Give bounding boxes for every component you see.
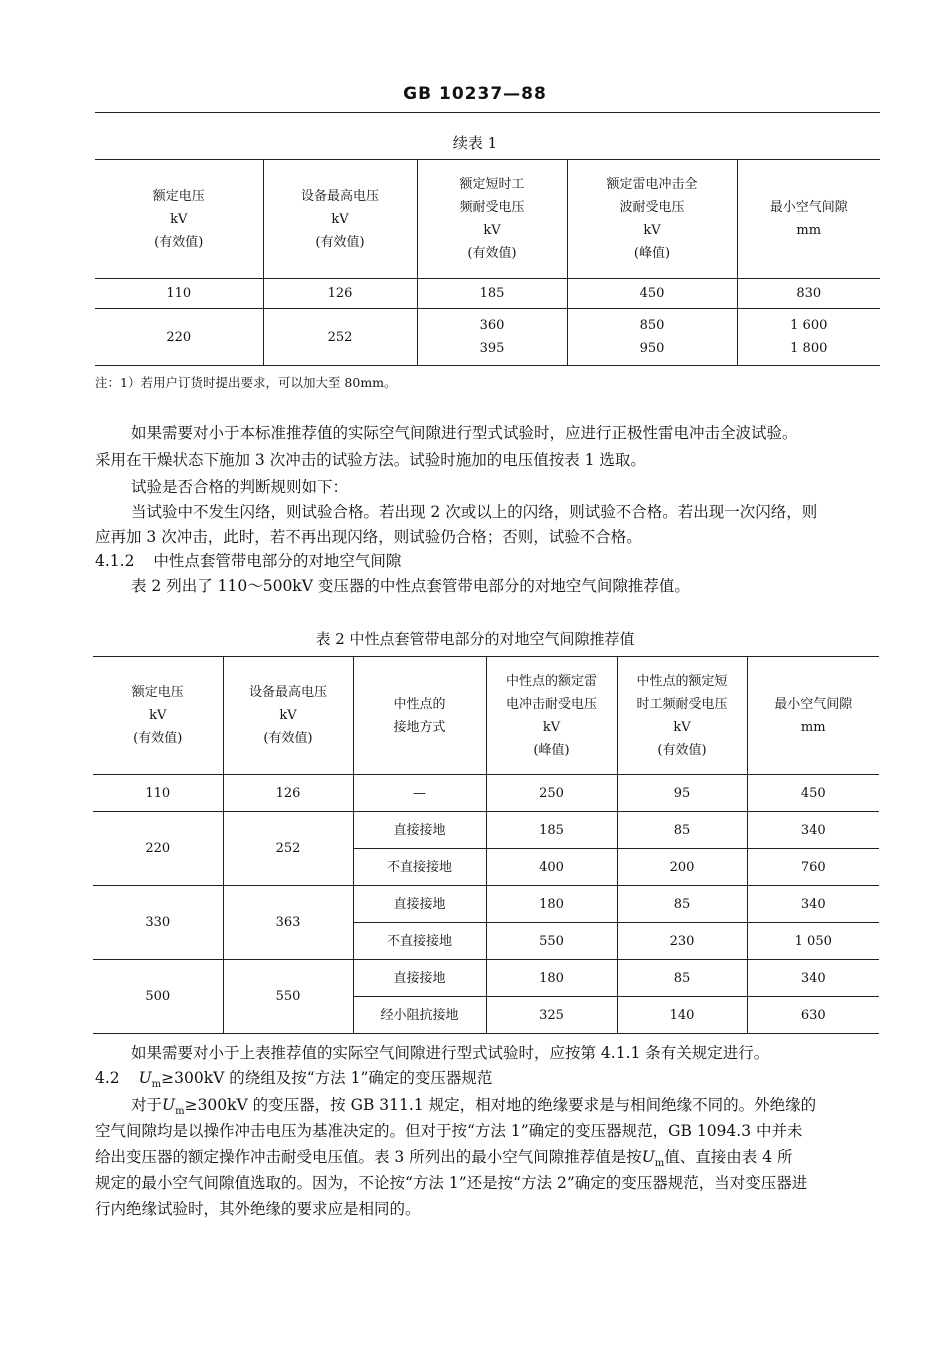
- table-cell: 不直接接地: [353, 849, 486, 886]
- table-row: [93, 960, 879, 997]
- table1-header-cell: 额定短时工 频耐受电压 kV (有效值): [417, 160, 567, 279]
- table-cell: 550: [486, 923, 617, 960]
- section-title: $U_m\ge 300kV$ 的绕组及按“方法 1”确定的变压器规范: [138, 1069, 493, 1091]
- paragraph: 如果需要对小于上表推荐值的实际空气间隙进行型式试验时，应按第 4.1.1 条有关规定进行。: [131, 1044, 770, 1062]
- table-cell: 230: [617, 923, 747, 960]
- table-cell: 直接接地: [353, 812, 486, 849]
- table-cell: 220: [93, 812, 223, 886]
- section-number: 4.1.2: [95, 552, 135, 570]
- table-cell: 340: [747, 960, 879, 997]
- table-cell: 126: [263, 279, 417, 309]
- table2-header-cell: 中性点的 接地方式: [353, 657, 486, 775]
- table-cell: 330: [93, 886, 223, 960]
- table1: [95, 159, 880, 366]
- table-cell: 252: [223, 812, 353, 886]
- table-cell: 85: [617, 812, 747, 849]
- paragraph: 行内绝缘试验时，其外绝缘的要求应是相同的。: [95, 1200, 421, 1218]
- table2: [93, 656, 879, 1034]
- paragraph: 当试验中不发生闪络，则试验合格。若出现 2 次或以上的闪络，则试验不合格。若出现一次闪络，则: [131, 503, 818, 521]
- table-row: [95, 309, 880, 366]
- table-cell: 直接接地: [353, 960, 486, 997]
- section-title: 中性点套管带电部分的对地空气间隙: [153, 552, 402, 570]
- table-cell: 325: [486, 997, 617, 1034]
- table2-header-cell: 最小空气间隙 mm: [747, 657, 879, 775]
- table-cell: 450: [747, 775, 879, 812]
- table-cell: 850 950: [567, 309, 737, 366]
- paragraph: 对于$U_m\ge 300kV$ 的变压器，按 GB 311.1 规定，相对地的绝缘要求是与相间绝缘不同的。外绝缘的: [131, 1096, 817, 1118]
- table1-header-cell: 额定电压 kV (有效值): [95, 160, 263, 279]
- paragraph: 应再加 3 次冲击，此时，若不再出现闪络，则试验仍合格；否则，试验不合格。: [95, 528, 642, 546]
- table-cell: 630: [747, 997, 879, 1034]
- paragraph: 采用在干燥状态下施加 3 次冲击的试验方法。试验时施加的电压值按表 1 选取。: [95, 451, 646, 469]
- table1-caption: 续表 1: [452, 134, 498, 152]
- document-code: GB 10237—88: [403, 84, 547, 104]
- table-cell: 不直接接地: [353, 923, 486, 960]
- table-cell: 363: [223, 886, 353, 960]
- table1-header-cell: 最小空气间隙 mm: [737, 160, 880, 279]
- table-cell: 180: [486, 886, 617, 923]
- paragraph: 规定的最小空气间隙值选取的。因为，不论按“方法 1”还是按“方法 2”确定的变压器规范，当对变压器进: [95, 1174, 808, 1192]
- table-cell: 360 395: [417, 309, 567, 366]
- table-cell: 252: [263, 309, 417, 366]
- table-row: [93, 775, 879, 812]
- table-cell: 760: [747, 849, 879, 886]
- table-cell: 830: [737, 279, 880, 309]
- table-cell: 85: [617, 960, 747, 997]
- table1-header-cell: 设备最高电压 kV (有效值): [263, 160, 417, 279]
- section-number: 4.2: [95, 1069, 120, 1087]
- table-cell: 185: [486, 812, 617, 849]
- table-cell: 经小阻抗接地: [353, 997, 486, 1034]
- table-cell: 直接接地: [353, 886, 486, 923]
- table-cell: —: [353, 775, 486, 812]
- paragraph: 试验是否合格的判断规则如下：: [131, 478, 349, 496]
- table-cell: 110: [95, 279, 263, 309]
- table2-caption: 表 2 中性点套管带电部分的对地空气间隙推荐值: [315, 630, 635, 648]
- table-cell: 185: [417, 279, 567, 309]
- table-cell: 250: [486, 775, 617, 812]
- table-cell: 140: [617, 997, 747, 1034]
- table2-header-row: [93, 657, 879, 775]
- table-cell: 450: [567, 279, 737, 309]
- table-cell: 340: [747, 812, 879, 849]
- table-cell: 550: [223, 960, 353, 1034]
- table-row: [93, 812, 879, 849]
- table1-header-cell: 额定雷电冲击全 波耐受电压 kV (峰值): [567, 160, 737, 279]
- table-cell: 220: [95, 309, 263, 366]
- table2-header-cell: 中性点的额定短 时工频耐受电压 kV (有效值): [617, 657, 747, 775]
- table1-header-row: [95, 160, 880, 279]
- table-cell: 400: [486, 849, 617, 886]
- table2-header-cell: 额定电压 kV (有效值): [93, 657, 223, 775]
- paragraph: 给出变压器的额定操作冲击耐受电压值。表 3 所列出的最小空气间隙推荐值是按$U_m$值、直接由表 4 所: [95, 1148, 793, 1170]
- header-rule: [95, 112, 880, 113]
- table-cell: 200: [617, 849, 747, 886]
- paragraph: 表 2 列出了 110～500kV 变压器的中性点套管带电部分的对地空气间隙推荐值。: [131, 577, 690, 595]
- table-row: [95, 279, 880, 309]
- table2-header-cell: 中性点的额定雷 电冲击耐受电压 kV (峰值): [486, 657, 617, 775]
- table2-header-cell: 设备最高电压 kV (有效值): [223, 657, 353, 775]
- paragraph: 如果需要对小于本标准推荐值的实际空气间隙进行型式试验时，应进行正极性雷电冲击全波试验。: [131, 424, 798, 442]
- table-cell: 85: [617, 886, 747, 923]
- table-cell: 180: [486, 960, 617, 997]
- table-cell: 1 050: [747, 923, 879, 960]
- paragraph: 空气间隙均是以操作冲击电压为基准决定的。但对于按“方法 1”确定的变压器规范，GB 1094.3 中并未: [95, 1122, 803, 1140]
- table-row: [93, 886, 879, 923]
- table1-note: 注：1）若用户订货时提出要求，可以加大至 80mm。: [95, 375, 397, 390]
- table-cell: 95: [617, 775, 747, 812]
- table-cell: 1 600 1 800: [737, 309, 880, 366]
- table-cell: 110: [93, 775, 223, 812]
- section-heading: [95, 1066, 492, 1090]
- table-cell: 340: [747, 886, 879, 923]
- table-cell: 126: [223, 775, 353, 812]
- table-cell: 500: [93, 960, 223, 1034]
- section-heading: [95, 549, 401, 571]
